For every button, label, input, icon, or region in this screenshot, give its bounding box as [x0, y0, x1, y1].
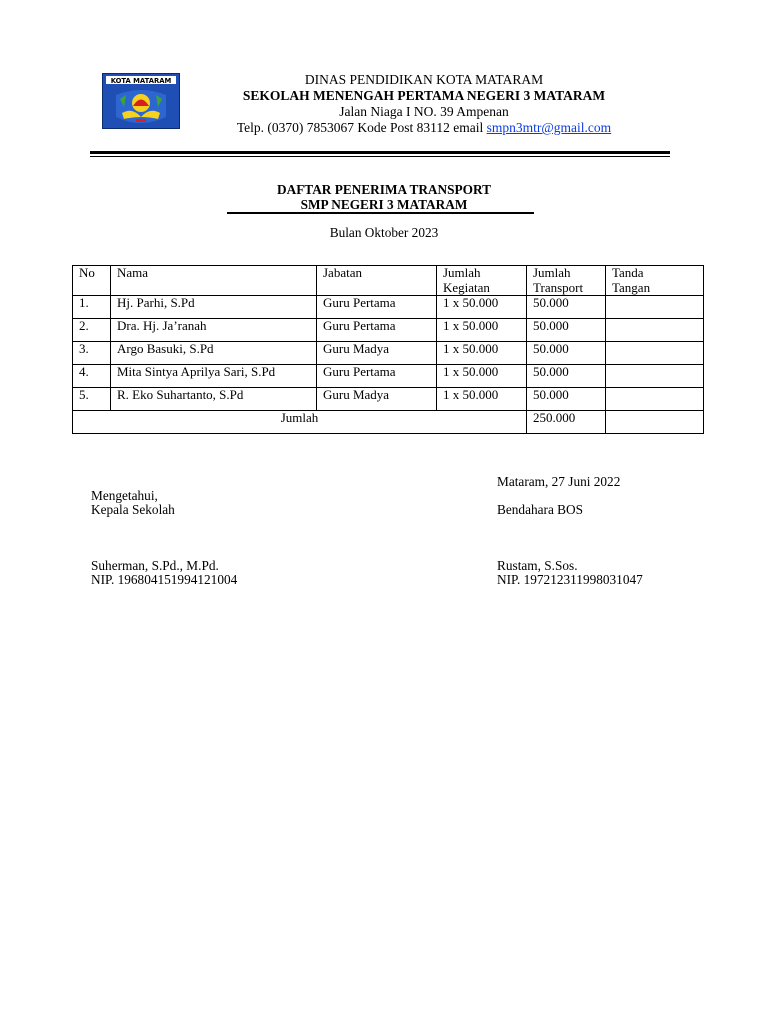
cell-no: 1. — [73, 296, 111, 319]
principal-role: Kepala Sekolah — [91, 502, 175, 517]
title-underline — [227, 212, 534, 214]
header-jabatan: Jabatan — [317, 266, 437, 296]
header-contact — [170, 120, 678, 136]
header-kegiatan-line2: Kegiatan — [443, 279, 490, 295]
header-tanda-line2: Tangan — [612, 279, 651, 295]
principal-nip: NIP. 196804151994121004 — [91, 572, 238, 587]
header-kegiatan-line1: Jumlah — [443, 265, 481, 280]
cell-nama: Hj. Parhi, S.Pd — [111, 296, 317, 319]
header-tanda-tangan — [606, 266, 704, 296]
transport-table — [72, 265, 704, 434]
cell-kegiatan: 1 x 50.000 — [437, 319, 527, 342]
treasurer-nip: NIP. 197212311998031047 — [497, 572, 643, 587]
total-signature-cell — [606, 411, 704, 434]
cell-kegiatan: 1 x 50.000 — [437, 365, 527, 388]
logo-label: KOTA MATARAM — [110, 76, 172, 85]
cell-nama: Argo Basuki, S.Pd — [111, 342, 317, 365]
cell-no: 2. — [73, 319, 111, 342]
cell-jabatan: Guru Pertama — [317, 319, 437, 342]
table-total-row — [73, 411, 704, 434]
cell-jabatan: Guru Pertama — [317, 365, 437, 388]
cell-transport: 50.000 — [527, 342, 606, 365]
cell-no: 4. — [73, 365, 111, 388]
treasurer-role: Bendahara BOS — [497, 502, 584, 517]
email-link[interactable]: smpn3mtr@gmail.com — [486, 120, 612, 135]
cell-signature — [606, 388, 704, 411]
document-subtitle: SMP NEGERI 3 MATARAM — [300, 197, 468, 212]
table-row — [73, 342, 704, 365]
cell-nama: Mita Sintya Aprilya Sari, S.Pd — [111, 365, 317, 388]
header-agency: DINAS PENDIDIKAN KOTA MATARAM — [304, 72, 544, 87]
table-header-row — [73, 266, 704, 296]
header-no: No — [73, 266, 111, 296]
cell-jabatan: Guru Pertama — [317, 296, 437, 319]
table-row — [73, 319, 704, 342]
treasurer-name: Rustam, S.Sos. — [497, 558, 578, 573]
table-row — [73, 388, 704, 411]
cell-kegiatan: 1 x 50.000 — [437, 388, 527, 411]
header-jumlah-kegiatan — [437, 266, 527, 296]
cell-signature — [606, 319, 704, 342]
header-transport-line2: Transport — [533, 279, 584, 295]
cell-transport: 50.000 — [527, 296, 606, 319]
header-tanda-line1: Tanda — [612, 265, 644, 280]
table-row — [73, 296, 704, 319]
cell-transport: 50.000 — [527, 365, 606, 388]
header-transport-line1: Jumlah — [533, 265, 571, 280]
header-contact-text: Telp. (0370) 7853067 Kode Post 83112 email — [236, 120, 487, 135]
header-school-name: SEKOLAH MENENGAH PERTAMA NEGERI 3 MATARAM — [242, 88, 606, 103]
total-label: Jumlah — [73, 411, 527, 434]
cell-transport: 50.000 — [527, 388, 606, 411]
cell-no: 5. — [73, 388, 111, 411]
place-date: Mataram, 27 Juni 2022 — [497, 474, 621, 489]
cell-signature — [606, 342, 704, 365]
header-divider-thin — [90, 156, 670, 157]
document-title: DAFTAR PENERIMA TRANSPORT — [276, 182, 492, 197]
table-row — [73, 365, 704, 388]
city-emblem-logo — [102, 73, 180, 129]
acknowledged-label: Mengetahui, — [91, 488, 158, 503]
cell-kegiatan: 1 x 50.000 — [437, 342, 527, 365]
cell-signature — [606, 296, 704, 319]
total-value: 250.000 — [527, 411, 606, 434]
document-period: Bulan Oktober 2023 — [329, 225, 439, 240]
principal-name: Suherman, S.Pd., M.Pd. — [91, 558, 219, 573]
cell-jabatan: Guru Madya — [317, 342, 437, 365]
cell-nama: R. Eko Suhartanto, S.Pd — [111, 388, 317, 411]
cell-transport: 50.000 — [527, 319, 606, 342]
header-divider-thick — [90, 151, 670, 154]
cell-signature — [606, 365, 704, 388]
cell-kegiatan: 1 x 50.000 — [437, 296, 527, 319]
cell-nama: Dra. Hj. Ja’ranah — [111, 319, 317, 342]
header-address: Jalan Niaga I NO. 39 Ampenan — [339, 104, 509, 119]
header-nama: Nama — [111, 266, 317, 296]
cell-jabatan: Guru Madya — [317, 388, 437, 411]
cell-no: 3. — [73, 342, 111, 365]
header-jumlah-transport — [527, 266, 606, 296]
